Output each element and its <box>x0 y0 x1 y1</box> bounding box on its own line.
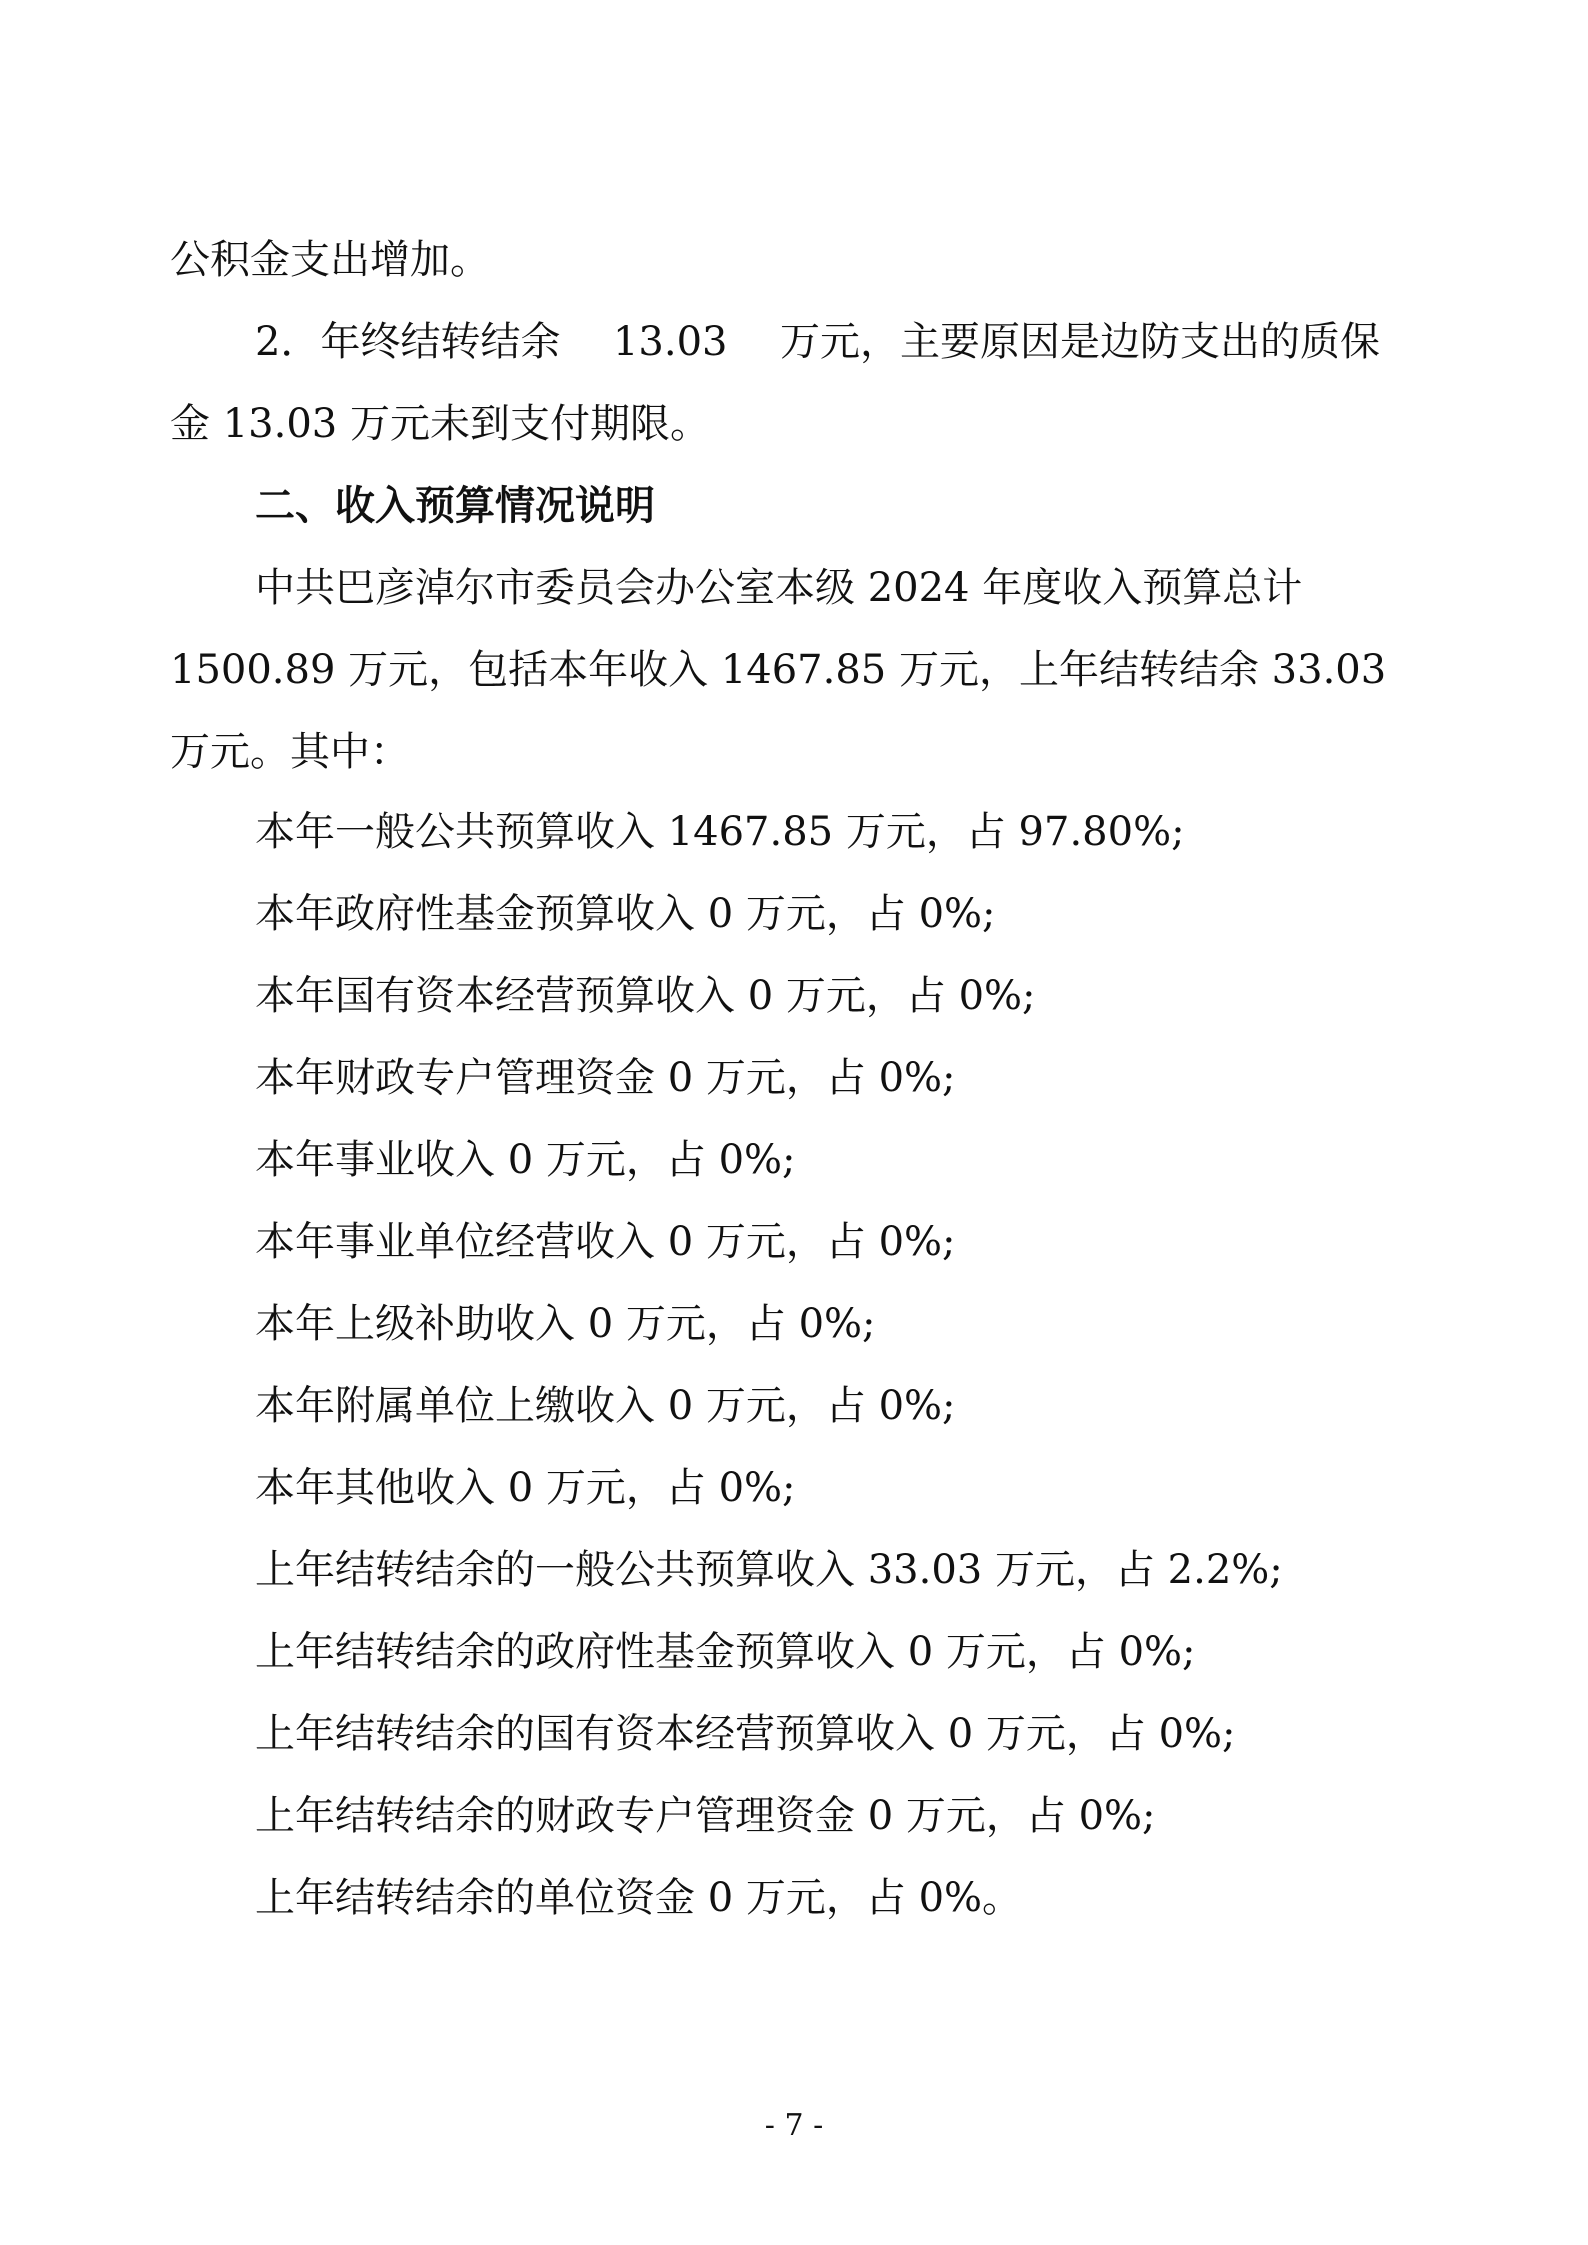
intro-line-3: 万元。其中： <box>170 729 410 775</box>
income-item: 本年上级补助收入 0 万元，占 0%; <box>255 1301 876 1347</box>
item-2-line-2: 金 13.03 万元未到支付期限。 <box>170 401 710 447</box>
income-item: 上年结转结余的财政专户管理资金 0 万元，占 0%; <box>255 1793 1156 1839</box>
intro-line-1: 中共巴彦淖尔市委员会办公室本级 2024 年度收入预算总计 <box>255 565 1303 611</box>
income-item: 本年国有资本经营预算收入 0 万元，占 0%; <box>255 973 1036 1019</box>
income-item: 上年结转结余的国有资本经营预算收入 0 万元，占 0%; <box>255 1711 1236 1757</box>
item-2-part-3: 万元，主要原因是边防支出的质保 <box>780 319 1380 365</box>
item-2-part-2: 13.03 <box>612 319 728 365</box>
item-2-part-1: 2．年终结转结余 <box>255 319 561 365</box>
income-item: 本年其他收入 0 万元，占 0%; <box>255 1465 796 1511</box>
intro-line-2: 1500.89 万元，包括本年收入 1467.85 万元，上年结转结余 33.03 <box>170 647 1387 693</box>
section-heading: 二、收入预算情况说明 <box>255 483 655 529</box>
income-item: 本年事业单位经营收入 0 万元，占 0%; <box>255 1219 956 1265</box>
item-2-line-1 <box>255 318 1380 366</box>
income-item: 上年结转结余的单位资金 0 万元，占 0%。 <box>255 1875 1023 1921</box>
page-number: - 7 - <box>764 2108 824 2143</box>
income-item: 本年一般公共预算收入 1467.85 万元，占 97.80%; <box>255 809 1185 855</box>
continuation-line: 公积金支出增加。 <box>170 237 490 283</box>
income-item: 上年结转结余的一般公共预算收入 33.03 万元，占 2.2%; <box>255 1547 1283 1593</box>
income-item: 本年财政专户管理资金 0 万元，占 0%; <box>255 1055 956 1101</box>
income-item: 上年结转结余的政府性基金预算收入 0 万元，占 0%; <box>255 1629 1196 1675</box>
income-item: 本年政府性基金预算收入 0 万元，占 0%; <box>255 891 996 937</box>
income-item: 本年事业收入 0 万元，占 0%; <box>255 1137 796 1183</box>
income-item: 本年附属单位上缴收入 0 万元，占 0%; <box>255 1383 956 1429</box>
